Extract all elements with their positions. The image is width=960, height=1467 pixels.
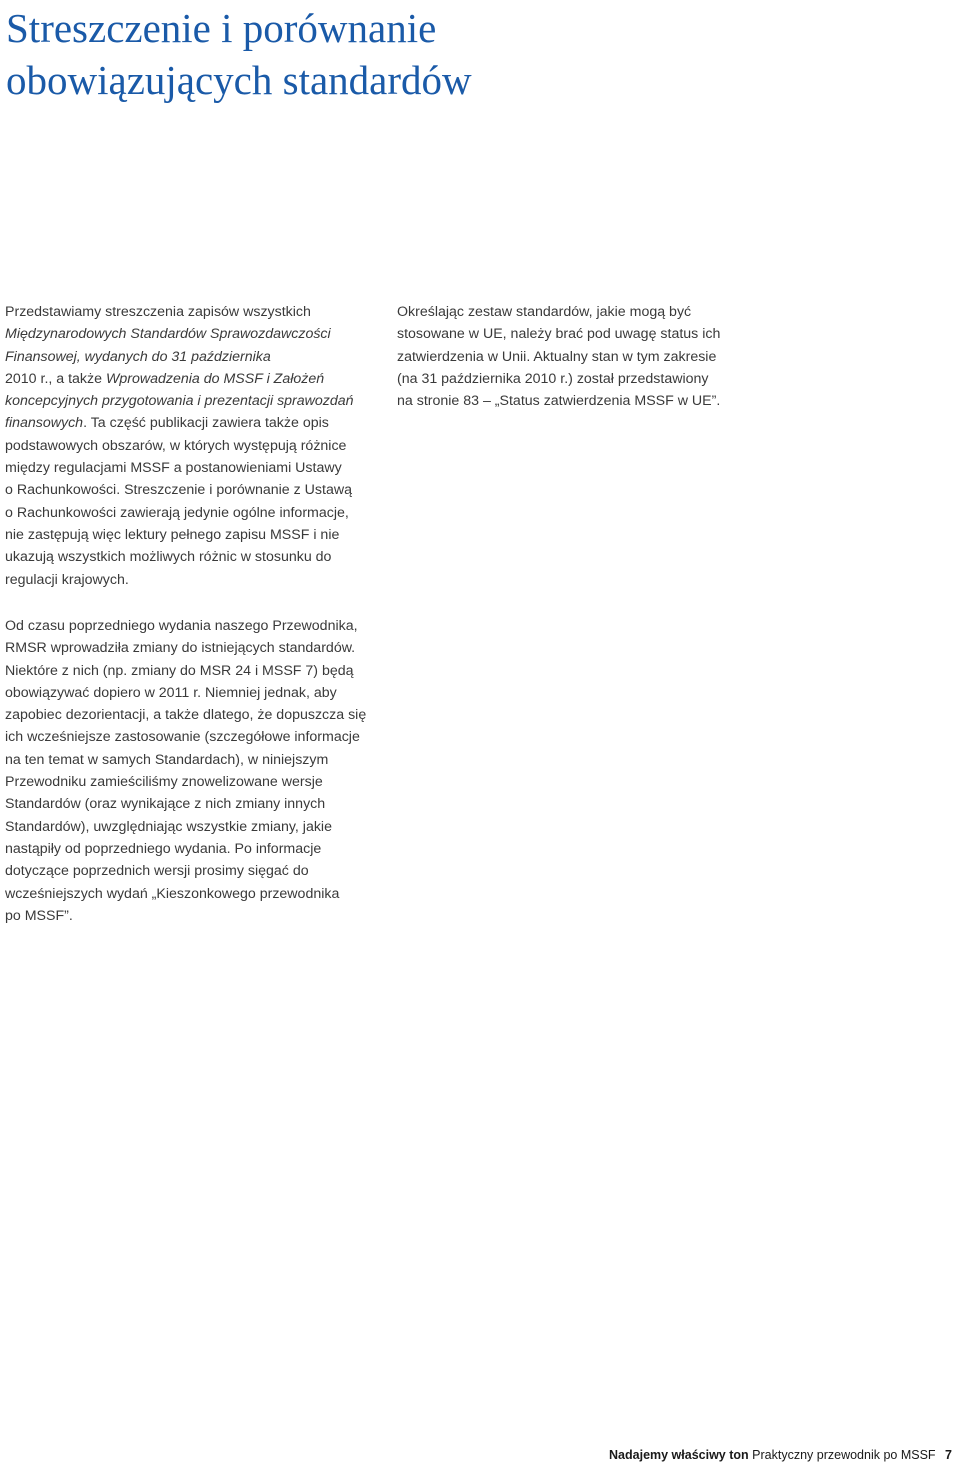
text-line: Określając zestaw standardów, jakie mogą być [397,304,692,320]
text-line: o Rachunkowości. Streszczenie i porównanie z Ustawą [5,482,352,499]
text-line: (na 31 października 2010 r.) został przedstawiony [397,370,709,387]
text-line: podstawowych obszarów, w których występują różnice [5,437,347,454]
text-line: Międzynarodowych Standardów Sprawozdawczości [5,326,331,343]
text-line: zatwierdzenia w Unii. Aktualny stan w tym zakresie [397,348,717,365]
text-line: Od czasu poprzedniego wydania naszego Przewodnika, [5,618,358,634]
text-line: nie zastępują więc lektury pełnego zapisu MSSF i nie [5,526,340,543]
text-line: regulacji krajowych. [5,571,129,588]
text-line: obowiązywać dopiero w 2011 r. Niemniej jednak, aby [5,684,337,701]
text-line: RMSR wprowadziła zmiany do istniejących standardów. [5,640,356,657]
text-line [5,412,390,434]
text-line: ukazują wszystkich możliwych różnic w stosunku do [5,549,332,566]
text-line: nastąpiły od poprzedniego wydania. Po informacje [5,840,322,857]
text-line: koncepcyjnych przygotowania i prezentacji sprawozdań [5,393,354,410]
text-line: na ten temat w samych Standardach), w niniejszym [5,751,329,768]
text-line: wcześniejszych wydań „Kieszonkowego przewodnika [5,885,340,902]
text-line: o Rachunkowości zawierają jedynie ogólne informacje, [5,504,349,521]
page-footer [600,1447,952,1463]
text-line: Przedstawiamy streszczenia zapisów wszystkich [5,304,311,320]
text-line: Niektóre z nich (np. zmiany do MSR 24 i MSSF 7) będą [5,662,354,679]
text-line: Standardów), uwzględniając wszystkie zmiany, jakie [5,818,332,835]
text-span: Finansowej, wydanych do 31 października [5,348,271,365]
edition-changes-paragraph [5,615,390,927]
text-line: dotyczące poprzednich wersji prosimy sięgać do [5,863,309,880]
text-line: zapobiec dezorientacji, a także dlatego, że dopuszcza się [5,707,367,724]
text-line: między regulacjami MSSF a postanowieniami Ustawy [5,460,342,477]
footer-subtitle: Praktyczny przewodnik po MSSF [752,1448,936,1462]
page-title [6,2,946,106]
text-line: Standardów (oraz wynikające z nich zmiany innych [5,796,326,813]
text-line: stosowane w UE, należy brać pod uwagę status ich [397,326,721,343]
text-span: . Ta część publikacji zawiera także opis [83,415,329,432]
eu-status-paragraph [397,301,742,412]
intro-paragraph [5,301,390,591]
page-title-line-2: obowiązujących standardów [6,57,472,103]
footer-brand: Nadajemy właściwy ton [609,1448,749,1462]
page-title-line-1: Streszczenie i porównanie [6,5,437,51]
text-span-italic: Wprowadzenia do MSSF i Założeń [105,370,325,387]
text-line [5,346,390,368]
page-number: 7 [945,1448,952,1462]
text-line: po MSSF”. [5,907,73,924]
text-span: 2010 r., a także [5,370,106,387]
text-line [5,368,390,390]
text-line: na stronie 83 – „Status zatwierdzenia MSSF w UE”. [397,393,721,410]
text-line: Przewodniku zamieściliśmy znowelizowane wersje [5,774,323,791]
text-span-italic: finansowych [5,415,84,432]
text-line: ich wcześniejsze zastosowanie (szczegółowe informacje [5,729,360,746]
